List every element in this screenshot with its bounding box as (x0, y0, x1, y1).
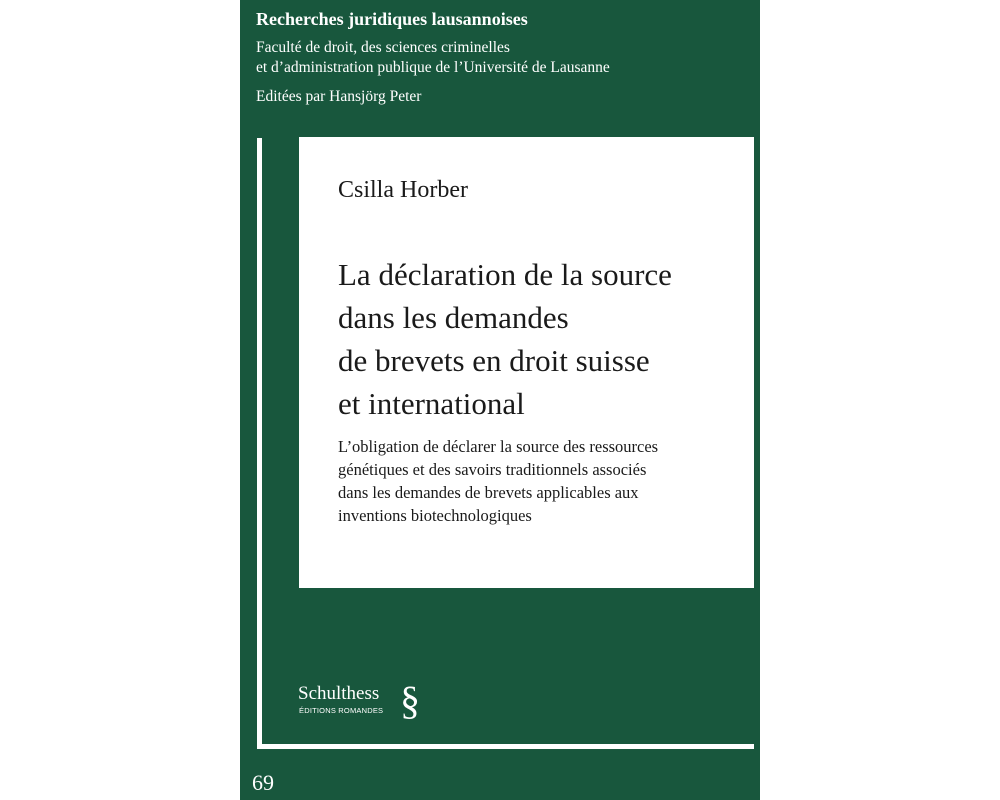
section-mark-icon: § (400, 678, 420, 723)
subtitle-line: génétiques et des savoirs traditionnels associés (338, 460, 647, 479)
publisher-name: Schulthess (298, 683, 380, 704)
faculty-text (256, 38, 610, 78)
author-name: Csilla Horber (338, 177, 468, 203)
subtitle-line: inventions biotechnologiques (338, 506, 532, 525)
book-title-line: dans les demandes (338, 300, 569, 335)
book-subtitle (338, 435, 658, 527)
subtitle-line: dans les demandes de brevets applicables aux (338, 483, 639, 502)
frame-line-horizontal (257, 744, 754, 749)
frame-line-vertical (257, 138, 262, 749)
book-title-line: et international (338, 386, 525, 421)
book-title-line: de brevets en droit suisse (338, 343, 650, 378)
subtitle-line: L’obligation de déclarer la source des ressources (338, 437, 659, 456)
book-title (338, 253, 672, 425)
faculty-line: Faculté de droit, des sciences criminelles (256, 39, 510, 56)
publisher-subline: ÉDITIONS ROMANDES (299, 706, 384, 715)
publisher-logo (298, 678, 428, 723)
series-title: Recherches juridiques lausannoises (256, 9, 528, 29)
faculty-line: et d’administration publique de l’Université de Lausanne (256, 59, 610, 76)
volume-number: 69 (252, 770, 274, 795)
book-cover (240, 0, 760, 800)
book-title-line: La déclaration de la source (338, 257, 672, 292)
series-editor: Editées par Hansjörg Peter (256, 88, 422, 105)
title-panel (299, 137, 754, 588)
